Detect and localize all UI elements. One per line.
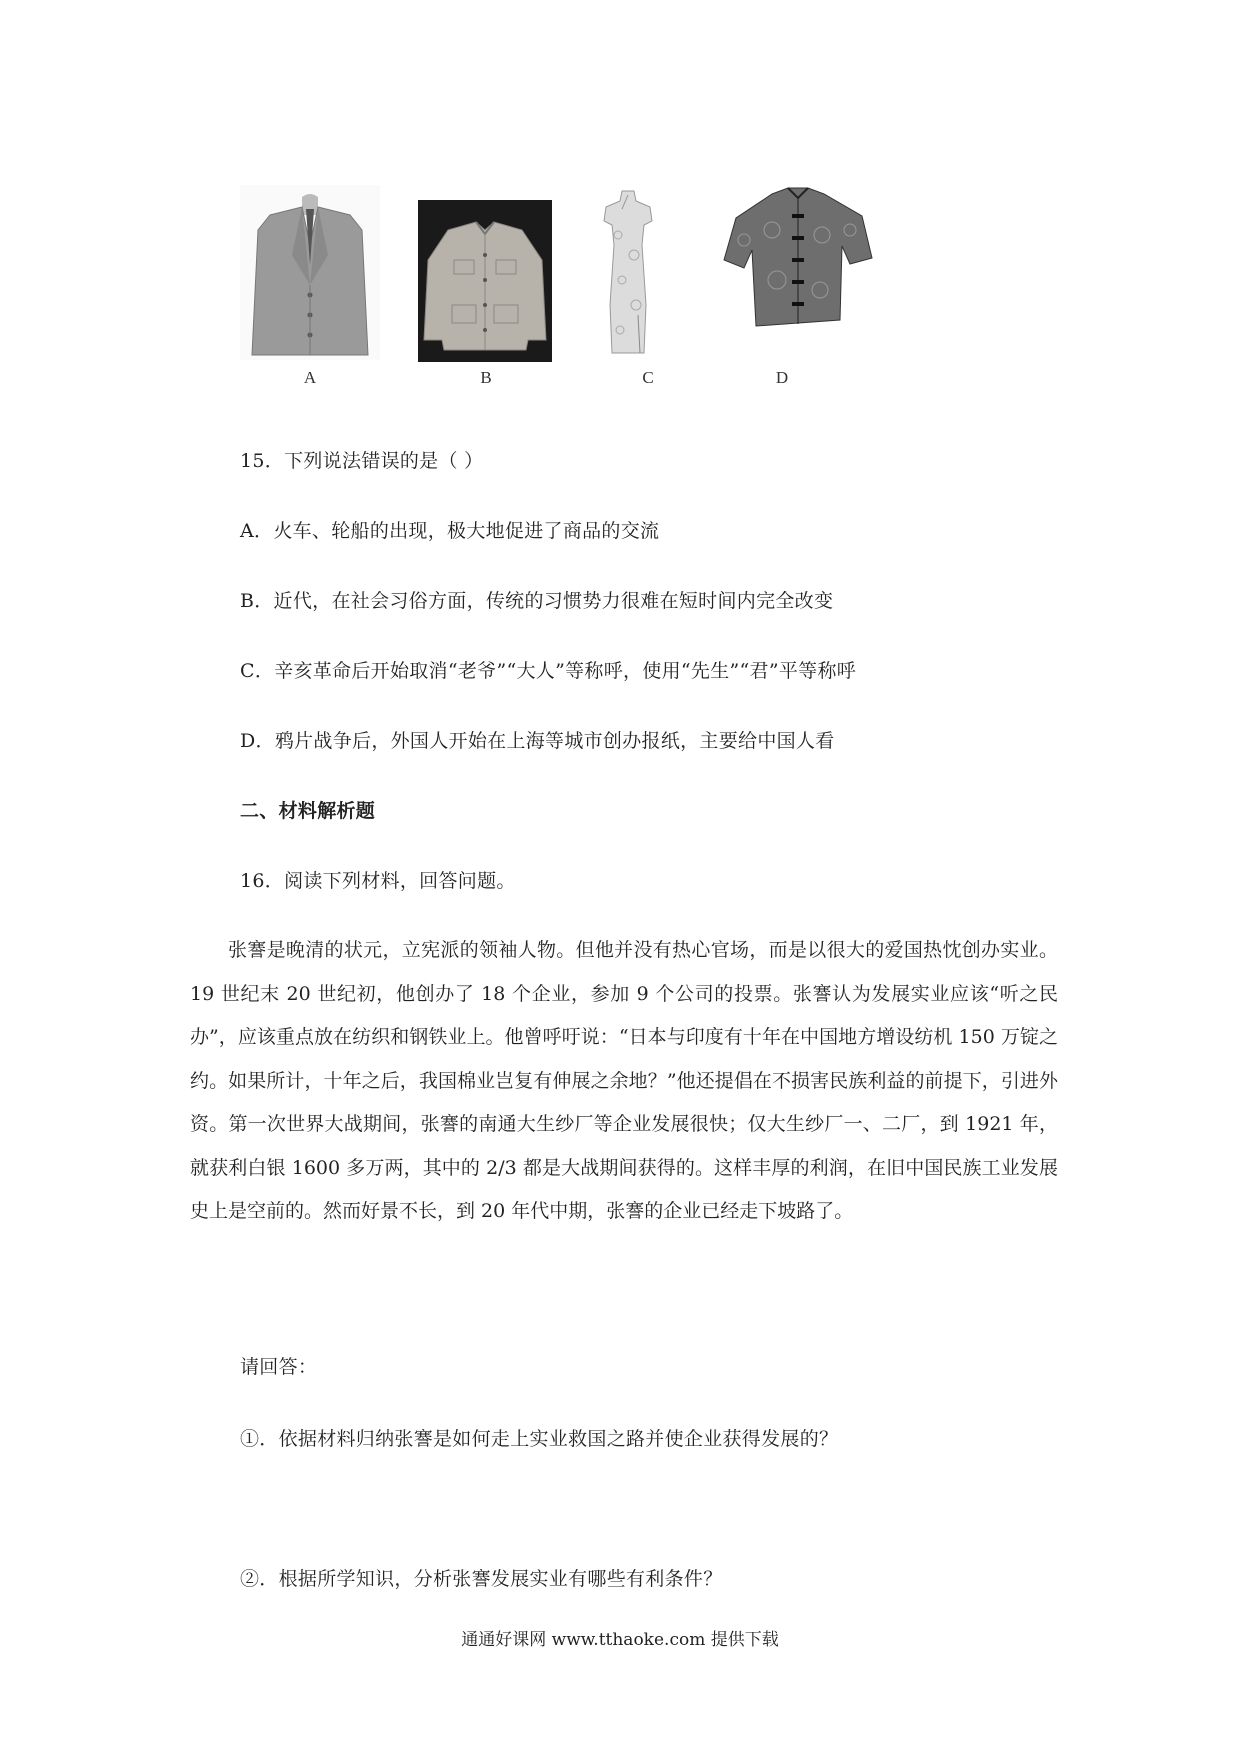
section-heading: 二、材料解析题: [240, 800, 376, 822]
figure-label-a: A: [303, 368, 317, 387]
figure-label-d: D: [775, 368, 789, 387]
suit-image-a: [240, 185, 380, 360]
sub-question-1: ①．依据材料归纳张謇是如何走上实业救国之路并使企业获得发展的？: [240, 1428, 839, 1450]
answer-prompt: 请回答：: [240, 1356, 318, 1378]
question-16-material: 张謇是晚清的状元，立宪派的领袖人物。但他并没有热心官场，而是以很大的爱国热忱创办实业。19 世纪末 20 世纪初，他创办了 18 个企业，参加 9 个公司的投票。张謇认为发展实业应该“听之民办”，应该重点放在纺织和钢铁业上。他曾呼吁说：“日本与印度有十年在中国地方增设纺机 150 万锭之约。如果所计，十年之后，我国棉业岂复有伸展之余地？”他还提倡在不损害民族利益的前提下，引进外资。第一次世界大战期间，张謇的南通大生纱厂等企业发展很快；仅大生纱厂一、二厂，到 1921 年，就获利白银 1600 多万两，其中的 2/3 都是大战期间获得的。这样丰厚的利润，在旧中国民族工业发展史上是空前的。然而好景不长，到 20 年代中期，张謇的企业已经走下坡路了。: [190, 939, 1058, 1222]
figure-label-b: B: [480, 368, 492, 387]
figure-label-c: C: [642, 368, 654, 387]
question-15-option-a: A．火车、轮船的出现，极大地促进了商品的交流: [240, 520, 660, 542]
question-15-option-d: D．鸦片战争后，外国人开始在上海等城市创办报纸，主要给中国人看: [240, 730, 835, 752]
question-15-stem: 15．下列说法错误的是（ ）: [240, 450, 484, 472]
question-15-option-b: B．近代，在社会习俗方面，传统的习惯势力很难在短时间内完全改变: [240, 590, 834, 612]
question-15-option-c: C．辛亥革命后开始取消“老爷”“大人”等称呼，使用“先生”“君”平等称呼: [240, 660, 857, 682]
qipao-image-c: [598, 185, 658, 360]
question-16-stem: 16．阅读下列材料，回答问题。: [240, 870, 516, 892]
zhongshan-suit-image-b: [418, 200, 552, 362]
tang-jacket-image-d: [722, 180, 874, 330]
page-footer: 通通好课网 www.tthaoke.com 提供下载: [461, 1630, 779, 1650]
sub-question-2: ②．根据所学知识，分析张謇发展实业有哪些有利条件？: [240, 1568, 723, 1590]
